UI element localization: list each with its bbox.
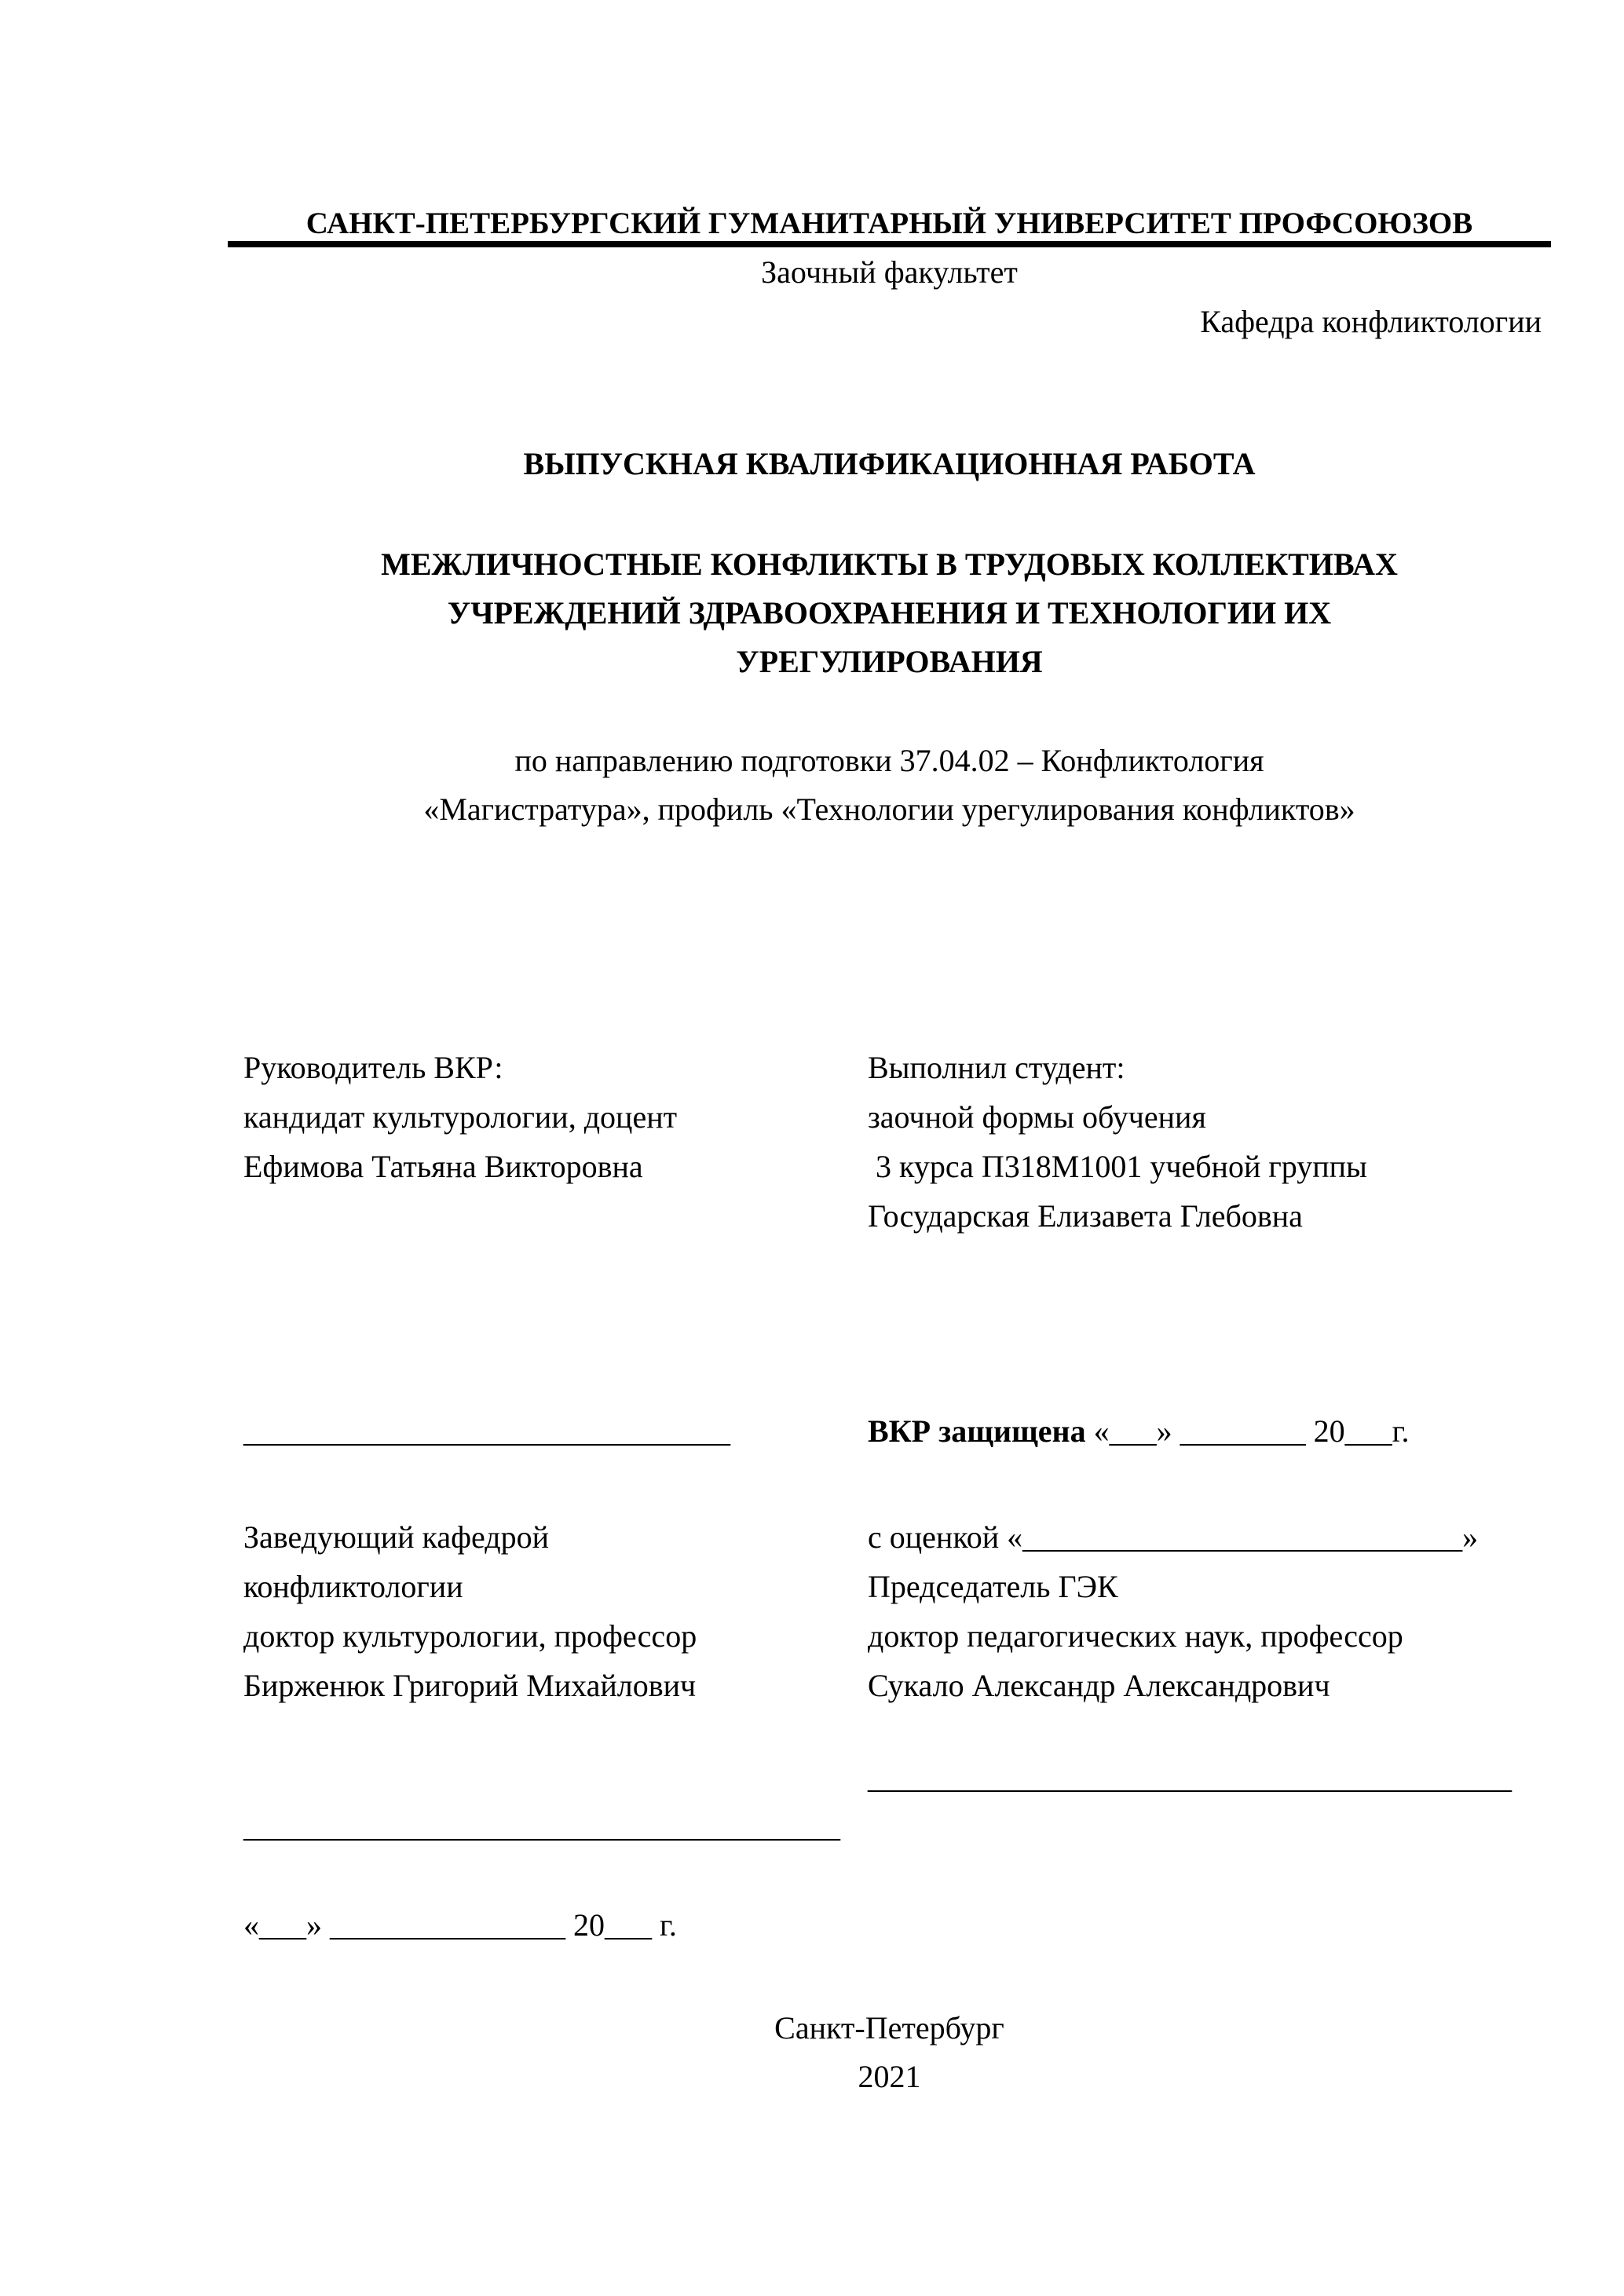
supervisor-column <box>243 1043 868 1191</box>
supervisor-name: Ефимова Татьяна Викторовна <box>243 1149 643 1184</box>
defense-date-line <box>868 1406 1547 1456</box>
work-type-heading: ВЫПУСКНАЯ КВАЛИФИКАЦИОННАЯ РАБОТА <box>523 446 1256 481</box>
chair-committee-block <box>243 1512 1547 1710</box>
supervisor-degree: кандидат культурологии, доцент <box>243 1099 678 1135</box>
university-name: САНКТ-ПЕТЕРБУРГСКИЙ ГУМАНИТАРНЫЙ УНИВЕРСИТЕТ ПРОФСОЮЗОВ <box>305 207 1473 240</box>
program-direction: по направлению подготовки 37.04.02 – Конфликтология <box>514 743 1264 778</box>
supervisor-role: Руководитель ВКР: <box>243 1050 503 1085</box>
thesis-title-line-2: УЧРЕЖДЕНИЙ ЗДРАВООХРАНЕНИЯ И ТЕХНОЛОГИИ ИХ <box>447 595 1332 631</box>
attribution-block <box>243 1043 1547 1241</box>
student-group: 3 курса П318М1001 учебной группы <box>868 1149 1367 1184</box>
chair-signature-line: ______________________________________ <box>243 1808 840 1844</box>
department-name: Кафедра конфликтологии <box>1200 304 1542 339</box>
committee-chair-name: Сукало Александр Александрович <box>868 1668 1330 1703</box>
student-column <box>868 1043 1547 1241</box>
committee-chair-role: Председатель ГЭК <box>868 1569 1118 1604</box>
date-blank-line: «___» _______________ 20___ г. <box>243 1907 677 1943</box>
committee-chair-degree: доктор педагогических наук, профессор <box>868 1618 1403 1654</box>
student-study-form: заочной формы обучения <box>868 1099 1206 1135</box>
defense-row <box>243 1406 1547 1456</box>
student-role: Выполнил студент: <box>868 1050 1125 1085</box>
supervisor-signature-line: _______________________________ <box>243 1413 730 1449</box>
faculty-name: Заочный факультет <box>761 254 1018 290</box>
year-label: 2021 <box>858 2059 921 2094</box>
chair-role-line-2: конфликтологии <box>243 1569 463 1604</box>
committee-column <box>868 1512 1547 1710</box>
program-info <box>228 737 1551 834</box>
student-name: Государская Елизавета Глебовна <box>868 1198 1303 1234</box>
chair-column <box>243 1512 868 1710</box>
program-profile: «Магистратура», профиль «Технологии урегулирования конфликтов» <box>423 792 1355 827</box>
thesis-title-line-3: УРЕГУЛИРОВАНИЯ <box>736 644 1043 679</box>
grade-blank-line: с оценкой «____________________________» <box>868 1519 1479 1555</box>
chair-role-line-1: Заведующий кафедрой <box>243 1519 550 1555</box>
thesis-title-line-1: МЕЖЛИЧНОСТНЫЕ КОНФЛИКТЫ В ТРУДОВЫХ КОЛЛЕКТИВАХ <box>381 547 1398 582</box>
committee-signature-line: _________________________________________ <box>868 1760 1512 1795</box>
chair-degree: доктор культурологии, профессор <box>243 1618 697 1654</box>
city-label: Санкт-Петербург <box>774 2010 1004 2046</box>
thesis-title <box>228 540 1551 686</box>
header-rule <box>228 241 1551 247</box>
chair-name: Бирженюк Григорий Михайлович <box>243 1668 697 1703</box>
defense-blanks: «___» ________ 20___г. <box>1085 1413 1410 1449</box>
footer <box>228 2004 1551 2101</box>
defense-label: ВКР защищена <box>868 1413 1086 1449</box>
